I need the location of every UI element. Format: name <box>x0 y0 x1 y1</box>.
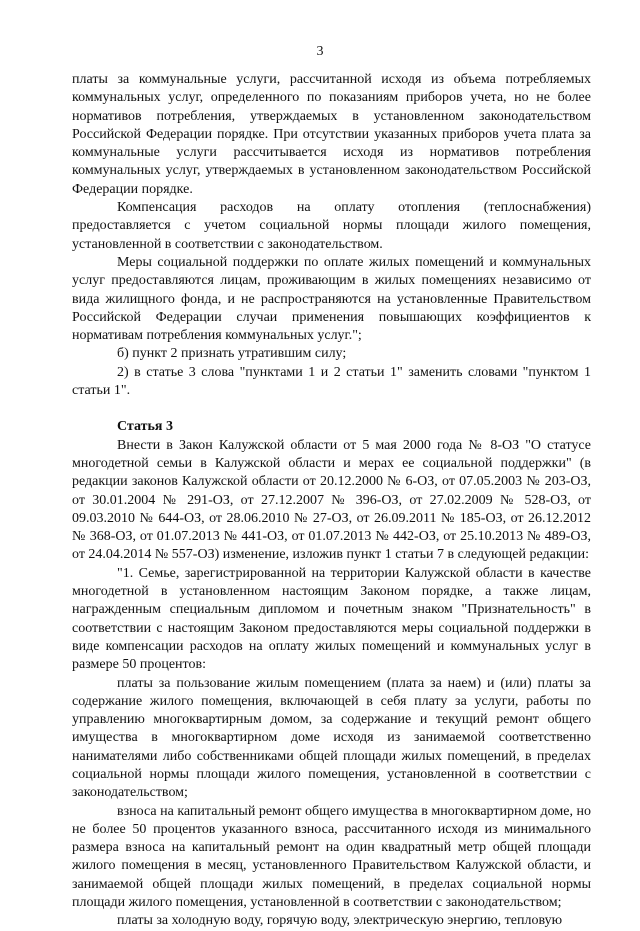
paragraph-heating-compensation: Компенсация расходов на оплату отопления (теплоснабжения) предоставляется с учетом социальной нормы площади жилого помещения, установленной в соответствии с законодательством. <box>72 200 591 252</box>
paragraph-continued: платы за коммунальные услуги, рассчитанной исходя из объема потребляемых коммунальных услуг, определенного по показаниям приборов учета, но не более нормативов потребления, утверждаемых в установленном законодательством Российской Федерации порядке. При отсутствии указанных приборов учета плата за коммунальные услуги рассчитывается исходя из нормативов потребления коммунальных услуг, утверждаемых в установленном законодательством Российской Федерации порядке. <box>72 72 591 197</box>
document-body <box>72 71 591 931</box>
article-capital-repair-paragraph: взноса на капитальный ремонт общего имущества в многоквартирном доме, но не более 50 процентов указанного взноса, рассчитанного исходя из минимального размера взноса на капитальный ремонт на один квадратный метр общей площади жилого помещения в месяц, установленного Правительством Калужской области, и занимаемой общей площади жилых помещений, в пределах социальной нормы площади жилого помещения, установленной в соответствии с законодательством; <box>72 803 591 911</box>
article-point-1-paragraph: "1. Семье, зарегистрированной на территории Калужской области в качестве многодетной в установленном настоящим Законом порядке, а также лицам, награжденным специальным дипломом и почетным знаком "Признательность" в соответствии с настоящим Законом предоставляются меры социальной поддержки в виде компенсации расходов на оплату жилых помещений и коммунальных услуг в размере 50 процентов: <box>72 565 591 673</box>
page-number: 3 <box>316 44 324 59</box>
article-utilities-paragraph: платы за холодную воду, горячую воду, электрическую энергию, тепловую <box>117 913 563 929</box>
article-intro-paragraph: Внести в Закон Калужской области от 5 мая 2000 года № 8-ОЗ "О статусе многодетной семьи в Калужской области и мерах ее социальной поддержки" (в редакции законов Калужской области от 20.12.2000 № 6-ОЗ, от 07.05.2003 № 203-ОЗ, от 30.01.2004 № 291-ОЗ, от 27.12.2007 № 396-ОЗ, от 27.02.2009 № 528-ОЗ, от 09.03.2010 № 644-ОЗ, от 28.06.2010 № 27-ОЗ, от 26.09.2011 № 185-ОЗ, от 26.12.2012 № 368-ОЗ, от 01.07.2013 № 441-ОЗ, от 01.07.2013 № 442-ОЗ, от 25.10.2013 № 489-ОЗ, от 24.04.2014 № 557-ОЗ) изменение, изложив пункт 1 статьи 7 в следующей редакции: <box>72 437 591 563</box>
section-spacer <box>72 400 591 418</box>
article-rent-payment-paragraph: платы за пользование жилым помещением (плата за наем) и (или) платы за содержание жилого помещения, включающей в себя плату за услуги, работы по управлению многоквартирным домом, за содержание и текущий ремонт общего имущества в многоквартирном доме исходя из занимаемой соответственно нанимателями либо собственниками общей площади жилых помещений, в пределах социальной нормы площади жилого помещения, установленной в соответствии с законодательством; <box>72 675 591 801</box>
paragraph-social-support-measures: Меры социальной поддержки по оплате жилых помещений и коммунальных услуг предоставляются лицам, проживающим в жилых помещениях независимо от вида жилищного фонда, и не распространяются на установленные Правительством Российской Федерации случаи применения повышающих коэффициентов к нормативам потребления коммунальных услуг."; <box>72 254 591 344</box>
paragraph-item-2: 2) в статье 3 слова "пунктами 1 и 2 статьи 1" заменить словами "пунктом 1 статьи 1". <box>72 364 591 399</box>
article-heading: Статья 3 <box>117 419 173 435</box>
paragraph-item-b: б) пункт 2 признать утратившим силу; <box>117 346 347 362</box>
